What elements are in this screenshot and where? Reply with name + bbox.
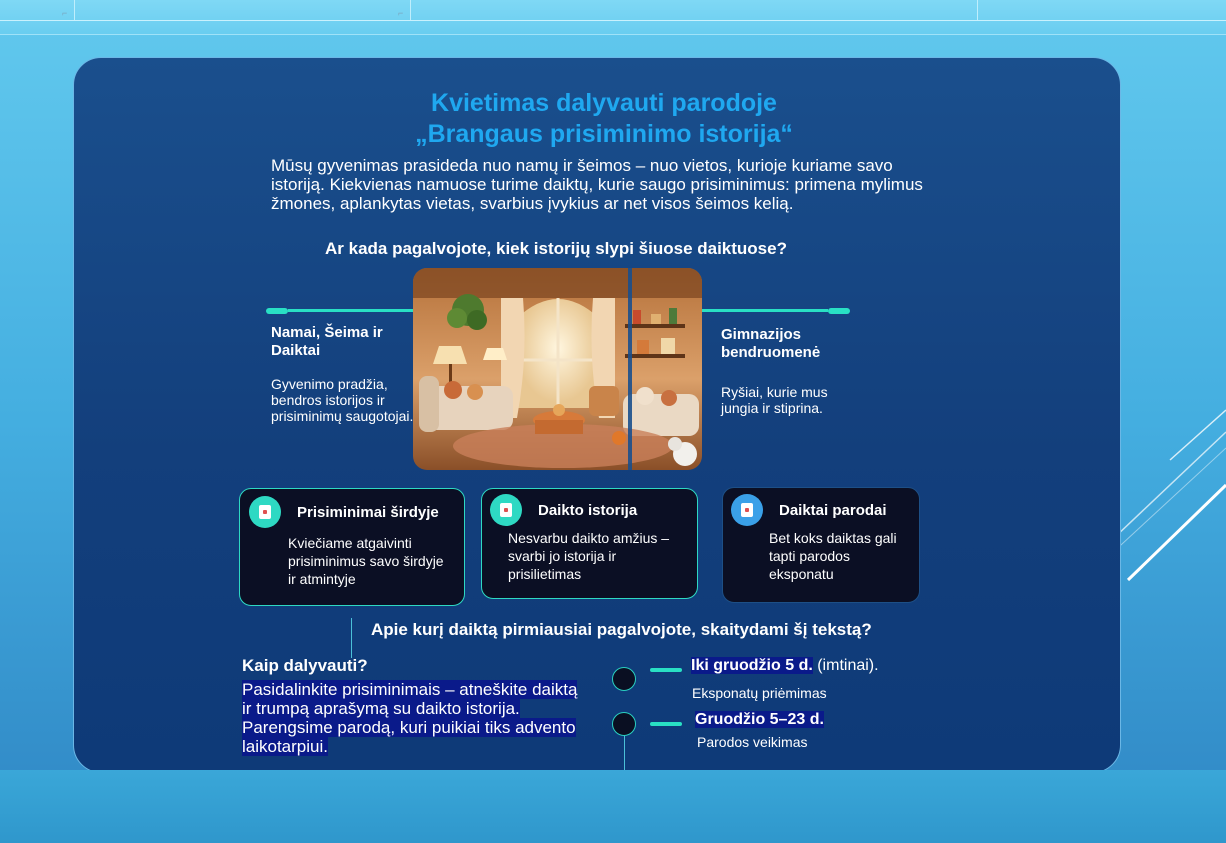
ruler-tick bbox=[977, 0, 978, 20]
date-suffix: (imtinai). bbox=[812, 657, 879, 674]
right-block-title: Gimnazijos bendruomenė bbox=[721, 326, 821, 361]
card-object-story[interactable] bbox=[481, 488, 698, 599]
card-memories[interactable] bbox=[239, 488, 465, 606]
connector-right bbox=[702, 309, 828, 312]
slide-title bbox=[254, 88, 954, 150]
date-text[interactable]: Iki gruodžio 5 d. bbox=[691, 657, 813, 674]
timeline-label-2: Parodos veikimas bbox=[697, 734, 808, 750]
bottom-strip bbox=[0, 770, 1226, 843]
timeline-date-2[interactable] bbox=[695, 711, 824, 729]
card-title: Daiktai parodai bbox=[779, 502, 887, 519]
timeline-label-1: Eksponatų priėmimas bbox=[692, 685, 827, 701]
slide[interactable] bbox=[73, 57, 1121, 773]
date-text[interactable]: Gruodžio 5–23 d. bbox=[695, 711, 824, 728]
ruler bbox=[0, 0, 1226, 35]
right-block-text: Ryšiai, kurie mus jungia ir stiprina. bbox=[721, 384, 828, 416]
intro-paragraph: Mūsų gyvenimas prasideda nuo namų ir šeimos – nuo vietos, kurioje kuriame savo istoriją. Kiekvienas namuose turime daiktų, kurie saugo prisiminimus: primena mylimus žmones, aplankytas vietas, svarbius įvykius ar net visos šeimos kelią. bbox=[271, 156, 923, 213]
question-2: Apie kurį daiktą pirmiausiai pagalvojote, skaitydami šį tekstą? bbox=[371, 620, 872, 639]
card-title: Prisiminimai širdyje bbox=[297, 504, 439, 521]
timeline-dot bbox=[612, 712, 636, 736]
image-icon bbox=[490, 494, 522, 526]
title-line-1: Kvietimas dalyvauti parodoje bbox=[431, 89, 777, 117]
timeline-date-1[interactable] bbox=[691, 657, 879, 675]
divider-line bbox=[351, 618, 352, 658]
tab-stop-icon[interactable]: ⌐ bbox=[398, 8, 404, 18]
left-block-title: Namai, Šeima ir Daiktai bbox=[271, 324, 383, 359]
card-exhibit-items[interactable] bbox=[722, 487, 920, 603]
image-icon bbox=[249, 496, 281, 528]
ruler-tick bbox=[410, 0, 411, 20]
connector-dot-left bbox=[266, 308, 288, 314]
tab-stop-icon[interactable]: ⌐ bbox=[62, 8, 68, 18]
how-text[interactable] bbox=[242, 680, 582, 756]
card-text: Nesvarbu daikto amžius – svarbi jo istorija ir prisilietimas bbox=[508, 530, 670, 582]
living-room-illustration bbox=[413, 268, 702, 470]
how-title: Kaip dalyvauti? bbox=[242, 656, 368, 675]
ruler-line bbox=[0, 20, 1226, 21]
timeline-dot bbox=[612, 667, 636, 691]
question-1: Ar kada pagalvojote, kiek istorijų slypi šiuose daiktuose? bbox=[325, 239, 787, 258]
title-line-2: „Brangaus prisiminimo istorija“ bbox=[415, 120, 793, 148]
card-text: Kviečiame atgaivinti prisiminimus savo širdyje ir atmintyje bbox=[288, 535, 444, 587]
image-icon bbox=[731, 494, 763, 526]
connector-left bbox=[288, 309, 413, 312]
timeline-dash bbox=[650, 722, 682, 726]
living-room-image[interactable] bbox=[413, 268, 702, 470]
selected-text[interactable]: Pasidalinkite prisiminimais – atneškite daiktą ir trumpą aprašymą su daikto istorija. Parengsime parodą, kuri puikiai tiks advento laikotarpiui. bbox=[242, 680, 578, 756]
connector-dot-right bbox=[828, 308, 850, 314]
card-text: Bet koks daiktas gali tapti parodos eksponatu bbox=[769, 530, 897, 582]
left-block-text: Gyvenimo pradžia, bendros istorijos ir prisiminimų saugotojai. bbox=[271, 376, 414, 424]
ruler-tick bbox=[74, 0, 75, 20]
timeline-dash bbox=[650, 668, 682, 672]
card-title: Daikto istorija bbox=[538, 502, 638, 519]
